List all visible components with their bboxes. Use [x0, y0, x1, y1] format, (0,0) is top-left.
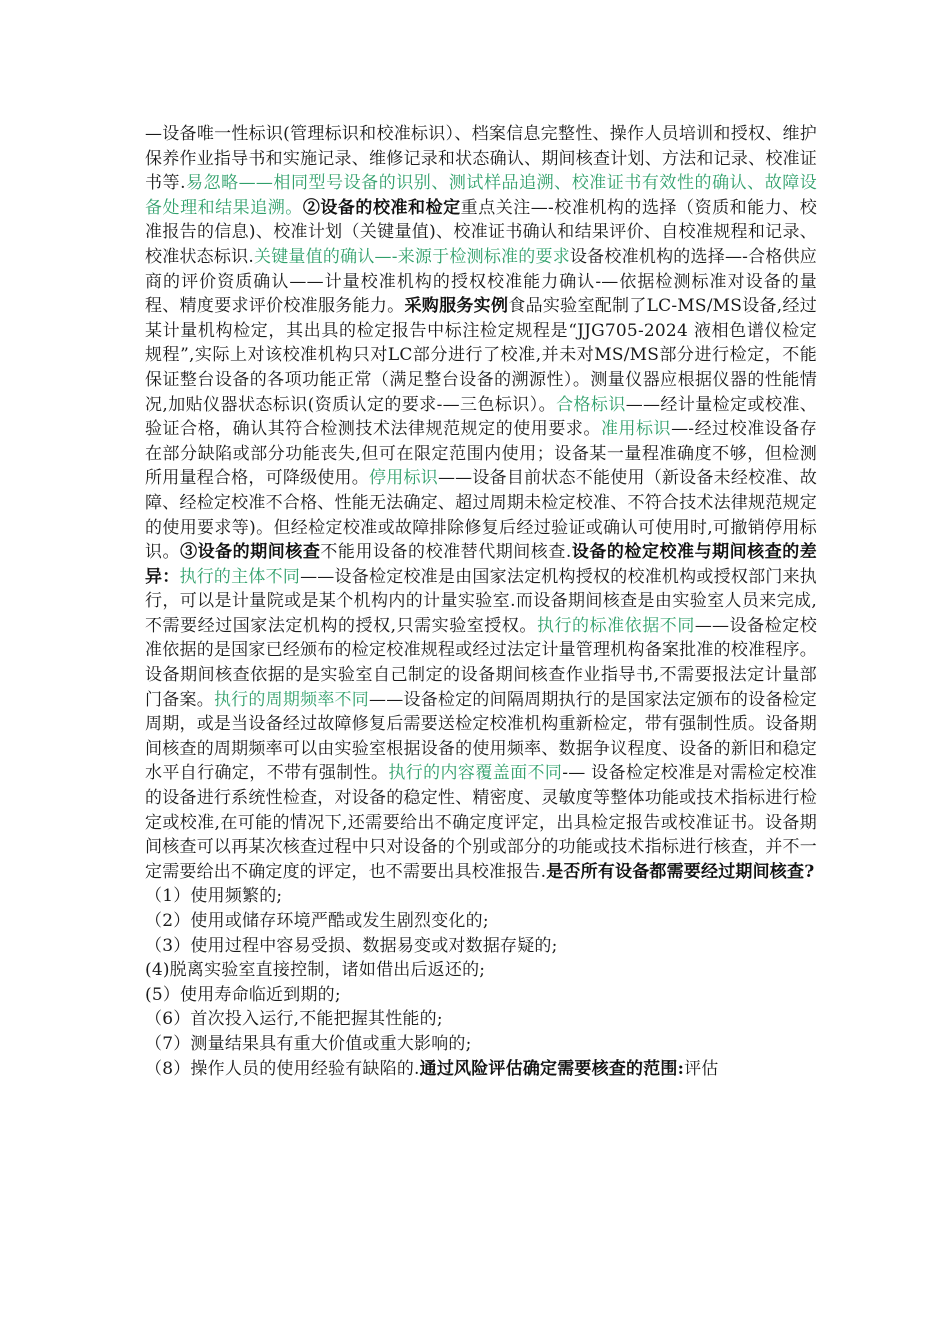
- list-item: （1）使用频繁的;: [145, 886, 283, 907]
- highlight-text: 易忽略——相同型号设备的识别、测试样品追溯、校准证书有效性的确认、故障设备处理和结果追溯。: [145, 173, 817, 218]
- bold-label: 采购服务实例: [404, 296, 509, 317]
- highlight-text: 合格标识: [556, 394, 626, 415]
- document-content: [145, 122, 817, 1081]
- text-run: ——设备检定的间隔周期执行的是国家法定颁布的设备检定周期，或是当设备经过故障修复后需要送检定校准机构重新检定，带有强制性质。设备期间核查的周期频率可以由实验室根据设备的使用频率、数据争议程度、设备的新旧和稳定水平自行确定，不带有强制性。: [145, 689, 817, 784]
- bold-label: 通过风险评估确定需要核查的范围:: [419, 1058, 685, 1079]
- criteria-list: [145, 884, 817, 1081]
- list-item-text: （8）操作人员的使用经验有缺陷的.: [145, 1058, 420, 1079]
- list-item: [145, 1057, 817, 1082]
- text-run: 食品实验室配制了LC-MS/MS设备,经过某计量机构检定，其出具的检定报告中标注检定规程是“JJG705-2024 液相色谱仪检定规程”,实际上对该校准机构只对LC部分进行了校准,并未对MS/MS部分进行检定，不能保证整台设备的各项功能正常（满足整台设备的溯源性）。测量仪器应根据仪器的性能情况,加贴仪器状态标识(资质认定的要求-—三色标识）。: [145, 296, 818, 415]
- section-heading: ③设备的期间核查: [180, 542, 321, 563]
- text-run: ——设备检定校准是由国家法定机构授权的校准机构或授权部门来执行，可以是计量院或是某个机构内的计量实验室.而设备期间核查是由实验室人员来完成,不需要经过国家法定机构的授权,只需实验室授权。: [145, 566, 817, 636]
- highlight-text: 停用标识: [369, 468, 438, 489]
- highlight-text: 关键量值的确认—-来源于检测标准的要求: [253, 246, 570, 267]
- highlight-text: 执行的标准依据不同: [536, 615, 695, 636]
- highlight-text: 执行的主体不同: [179, 566, 301, 587]
- text-run: 不能用设备的校准替代期间核查.: [320, 542, 572, 563]
- list-item: (4)脱离实验室直接控制，诸如借出后返还的;: [145, 960, 486, 981]
- highlight-text: 执行的内容覆盖面不同: [388, 763, 563, 784]
- bold-label: 设备的检定校准与期间核查的差异：: [145, 542, 817, 587]
- list-item: （2）使用或储存环境严酷或发生剧烈变化的;: [145, 911, 489, 931]
- section-heading: ②设备的校准和检定: [302, 197, 461, 218]
- text-run: -— 设备检定校准是对需检定校准的设备进行系统性检查，对设备的稳定性、精密度、灵敏度等整体功能或技术指标进行检定或校准,在可能的情况下,还需要给出不确定度评定，出具检定报告或校准证书。设备期间核查可以再某次核查过程中只对设备的个别或部分的功能或技术指标进行核查，并不一定需要给出不确定度的评定，也不需要出具校准报告.: [145, 763, 817, 882]
- highlight-text: 准用标识: [600, 419, 672, 440]
- list-item: （7）测量结果具有重大价值或重大影响的;: [145, 1033, 472, 1054]
- text-run: 重点关注—-校准机构的选择（资质和能力、校准报告的信息)、校准计划（关键量值)、校准证书确认和结果评价、自校准规程和记录、校准状态标识.: [145, 197, 817, 267]
- body-paragraph: [145, 122, 817, 884]
- text-run: 设备校准机构的选择—-合格供应商的评价资质确认——计量校准机构的授权校准能力确认-—依据检测标准对设备的量程、精度要求评价校准服务能力。: [145, 246, 818, 317]
- bold-question: 是否所有设备都需要经过期间核查?: [546, 861, 815, 882]
- text-run: —-经过校准设备存在部分缺陷或部分功能丧失,但可在限定范围内使用；设备某一量程准确度不够，但检测所用量程合格，可降级使用。: [145, 419, 818, 489]
- list-item: （3）使用过程中容易受损、数据易变或对数据存疑的;: [145, 935, 558, 956]
- list-item-tail: 评估: [684, 1058, 719, 1079]
- highlight-text: 执行的周期频率不同: [213, 689, 370, 710]
- text-run: ——设备检定校准依据的是国家已经颁布的检定校准规程或经过法定计量管理机构备案批准的校准程序。设备期间核查依据的是实验室自己制定的设备期间核查作业指导书,不需要报法定计量部门备案。: [145, 615, 817, 710]
- text-run: ——设备目前状态不能使用（新设备未经校准、故障、经检定校准不合格、性能无法确定、超过周期未检定校准、不符合技术法律规范规定的使用要求等)。但经检定校准或故障排除修复后经过验证或确认可使用时,可撤销停用标识。: [145, 468, 817, 563]
- list-item: (5）使用寿命临近到期的;: [145, 984, 341, 1005]
- text-run: —设备唯一性标识(管理标识和校准标识）、档案信息完整性、操作人员培训和授权、维护保养作业指导书和实施记录、维修记录和状态确认、期间核查计划、方法和记录、校准证书等.: [145, 124, 817, 194]
- list-item: （6）首次投入运行,不能把握其性能的;: [145, 1009, 443, 1030]
- text-run: ——经计量检定或校准、验证合格，确认其符合检测技术法律规范规定的使用要求。: [145, 394, 817, 440]
